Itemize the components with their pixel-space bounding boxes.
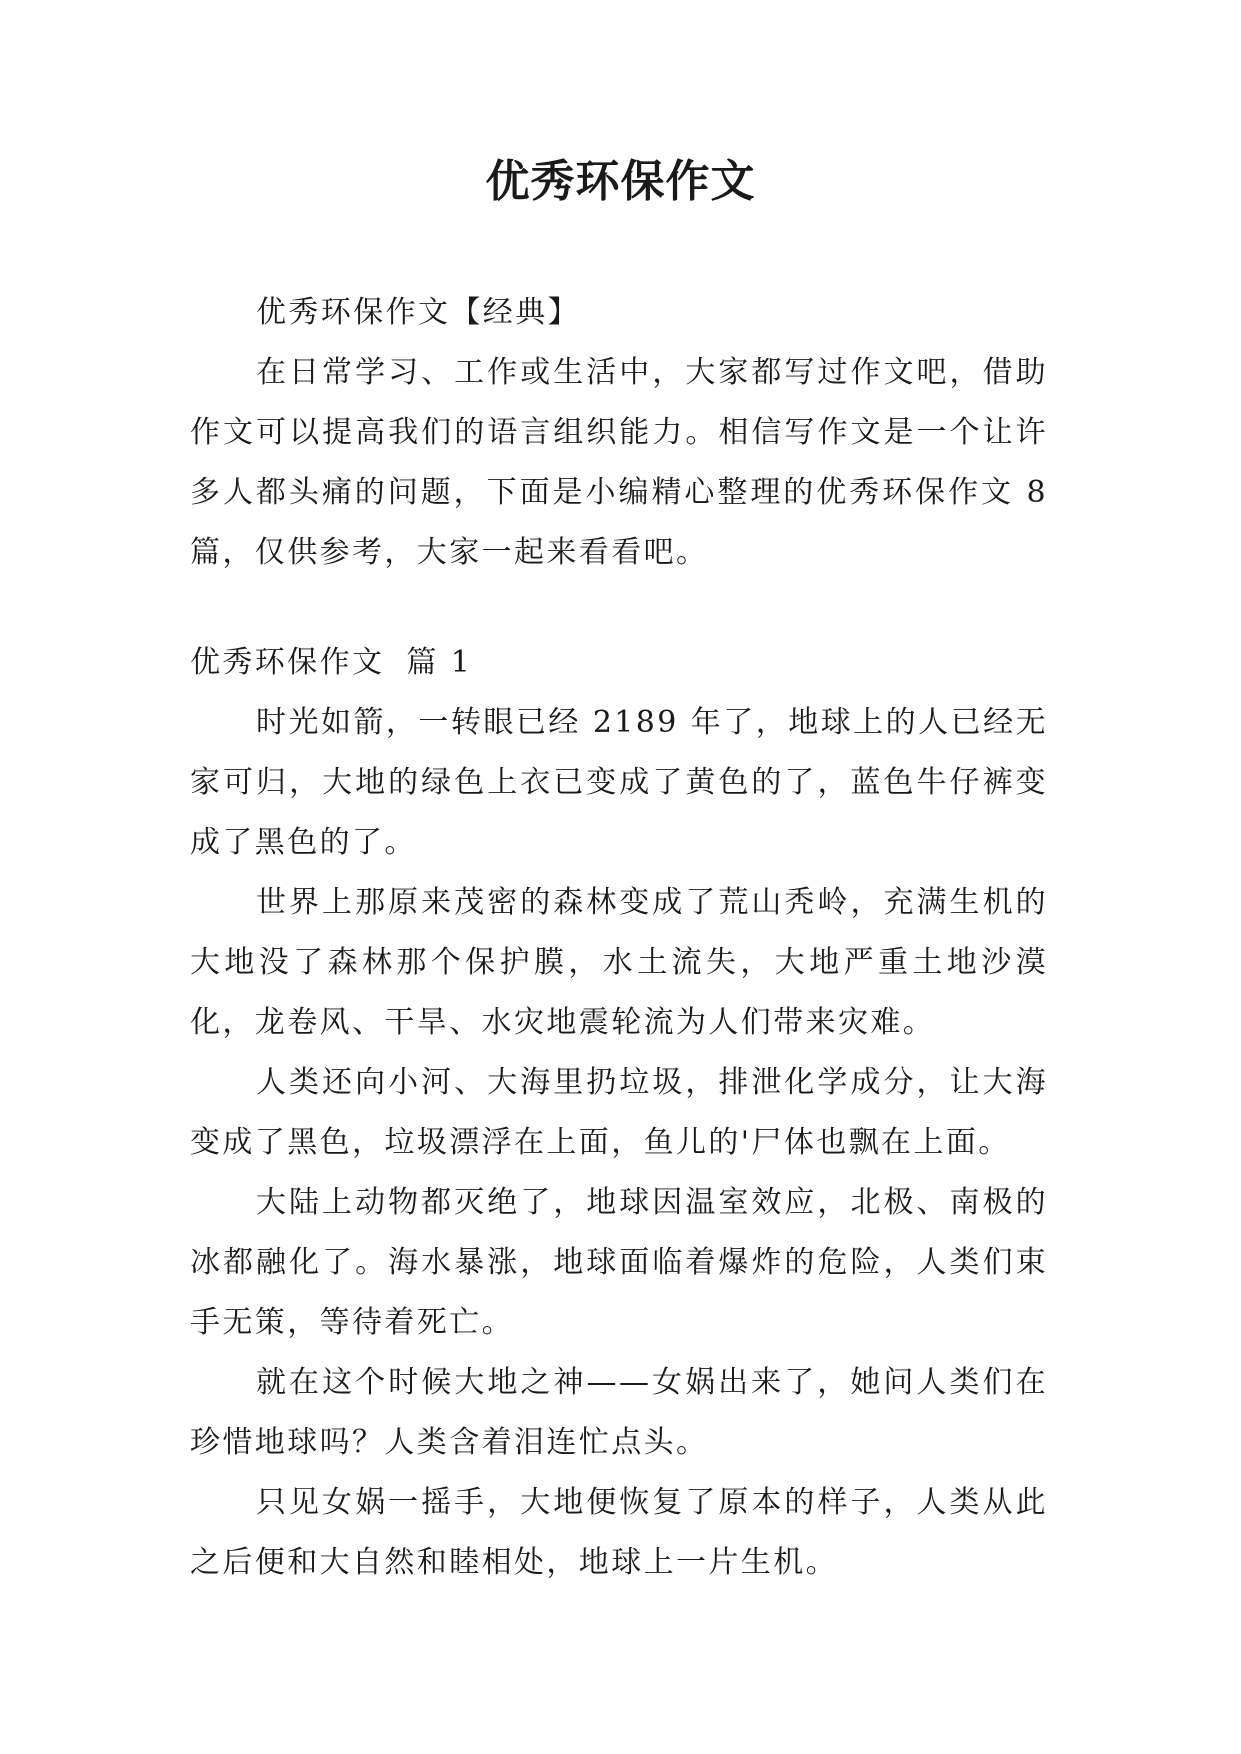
section-heading-text: 优秀环保作文 <box>190 645 385 680</box>
body-paragraph-3: 人类还向小河、大海里扔垃圾，排泄化学成分，让大海变成了黑色，垃圾漂浮在上面，鱼儿的'尸体也飘在上面。 <box>190 1065 1048 1160</box>
body-paragraph-2: 世界上那原来茂密的森林变成了荒山秃岭，充满生机的大地没了森林那个保护膜，水土流失，大地严重土地沙漠化，龙卷风、干旱、水灾地震轮流为人们带来灾难。 <box>190 885 1048 1040</box>
body-paragraph-1: 时光如箭，一转眼已经 2189 年了，地球上的人已经无家可归，大地的绿色上衣已变成了黄色的了，蓝色牛仔裤变成了黑色的了。 <box>190 705 1048 860</box>
section-heading <box>190 633 1048 693</box>
body-paragraph-6: 只见女娲一摇手，大地便恢复了原本的样子，人类从此之后便和大自然和睦相处，地球上一片生机。 <box>190 1485 1048 1580</box>
body-paragraph-4: 大陆上动物都灭绝了，地球因温室效应，北极、南极的冰都融化了。海水暴涨，地球面临着爆炸的危险，人类们束手无策，等待着死亡。 <box>190 1185 1048 1340</box>
document-title: 优秀环保作文 <box>485 156 756 207</box>
section-number: 篇 1 <box>406 645 473 680</box>
intro-paragraph: 在日常学习、工作或生活中，大家都写过作文吧，借助作文可以提高我们的语言组织能力。相信写作文是一个让许多人都头痛的问题，下面是小编精心整理的优秀环保作文 8 篇，仅供参考，大家一起来看看吧。 <box>190 355 1048 570</box>
document-body <box>190 283 1048 1593</box>
body-paragraph-5: 就在这个时候大地之神——女娲出来了，她问人类们在珍惜地球吗？人类含着泪连忙点头。 <box>190 1365 1048 1460</box>
lead-title: 优秀环保作文【经典】 <box>256 295 580 330</box>
